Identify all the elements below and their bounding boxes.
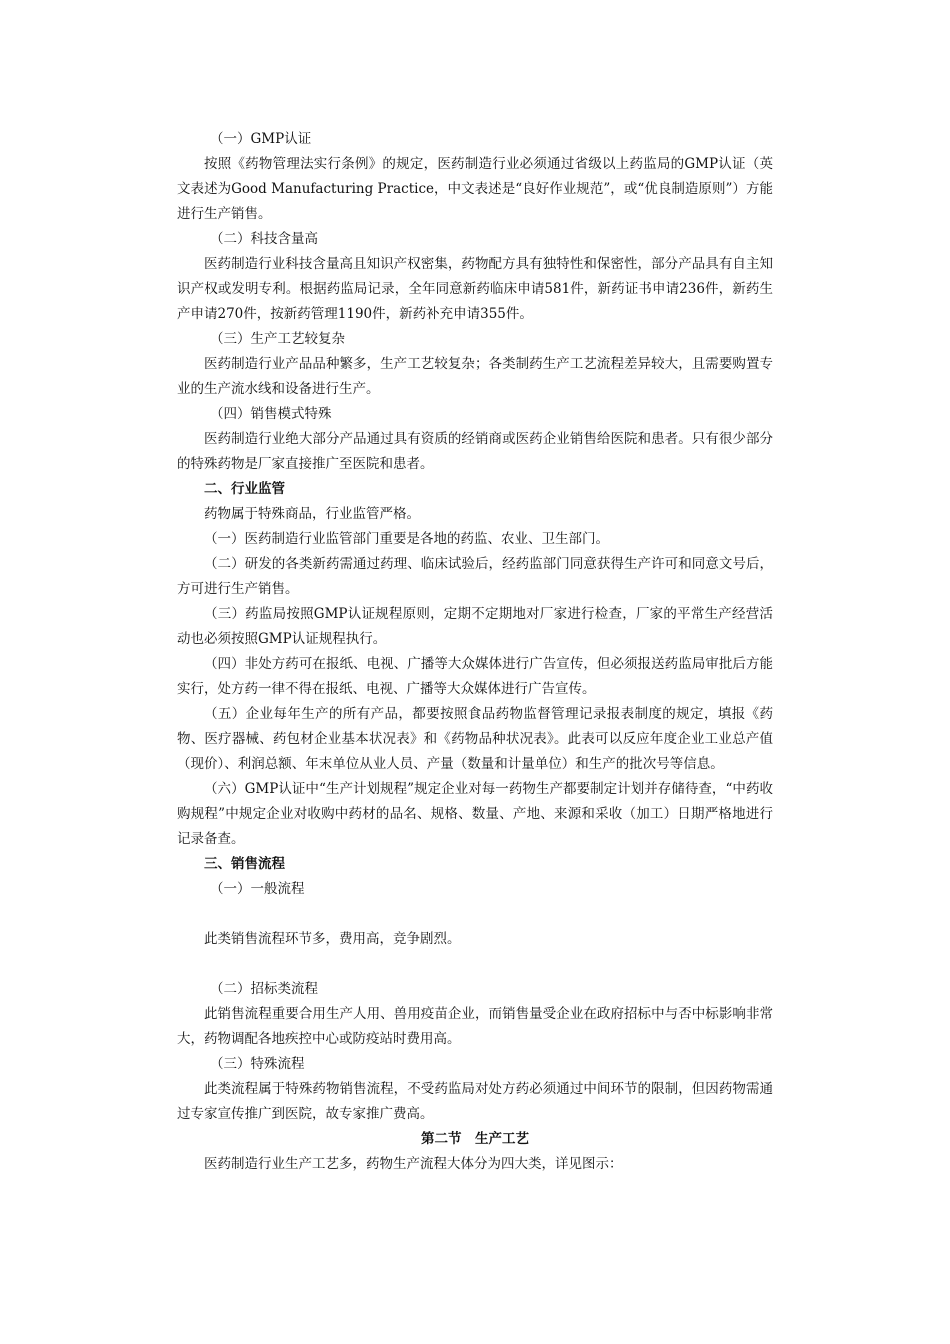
paragraph-gmp: 按照《药物管理法实行条例》的规定，医药制造行业必须通过省级以上药监局的GMP认证（英文表述为Good Manufacturing Practice，中文表述是“良好作业规范”，或“优良制造原则”）方能进行生产销售。	[177, 156, 773, 222]
section-heading-regulation: 二、行业监管	[204, 481, 285, 497]
paragraph-sales-mode: 医药制造行业绝大部分产品通过具有资质的经销商或医药企业销售给医院和患者。只有很少部分的特殊药物是厂家直接推广至医院和患者。	[177, 431, 773, 472]
regulation-item-5: （五）企业每年生产的所有产品，都要按照食品药物监督管理记录报表制度的规定，填报《药物、医疗器械、药包材企业基本状况表》和《药物品种状况表》。此表可以反应年度企业工业总产值（现价）、利润总额、年末单位从业人员、产量（数量和计量单位）和生产的批次号等信息。	[177, 706, 773, 772]
paragraph-tender-flow: 此销售流程重要合用生产人用、兽用疫苗企业，而销售量受企业在政府招标中与否中标影响非常大，药物调配各地疾控中心或防疫站时费用高。	[177, 1006, 773, 1047]
paragraph-process: 医药制造行业产品品种繁多，生产工艺较复杂；各类制药生产工艺流程差异较大，且需要购置专业的生产流水线和设备进行生产。	[177, 356, 773, 397]
regulation-item-4: （四）非处方药可在报纸、电视、广播等大众媒体进行广告宣传，但必须报送药监局审批后方能实行，处方药一律不得在报纸、电视、广播等大众媒体进行广告宣传。	[177, 656, 773, 697]
subsection-title-tender-flow: （二）招标类流程	[210, 981, 318, 997]
document-page	[177, 127, 773, 1177]
figure-placeholder-gap	[177, 952, 773, 977]
paragraph-regulation-intro: 药物属于特殊商品，行业监管严格。	[204, 506, 420, 522]
subsection-title-general-flow: （一）一般流程	[210, 881, 305, 897]
subsection-title-gmp: （一）GMP认证	[210, 131, 312, 147]
regulation-item-3: （三）药监局按照GMP认证规程原则，定期不定期地对厂家进行检查，厂家的平常生产经营活动也必须按照GMP认证规程执行。	[177, 606, 773, 647]
paragraph-production: 医药制造行业生产工艺多，药物生产流程大体分为四大类，详见图示：	[204, 1156, 623, 1172]
paragraph-tech: 医药制造行业科技含量高且知识产权密集，药物配方具有独特性和保密性，部分产品具有自主知识产权或发明专利。根据药监局记录，全年同意新药临床申请581件，新药证书申请236件，新药生产申请270件，按新药管理1190件，新药补充申请355件。	[177, 256, 773, 322]
subsection-title-tech: （二）科技含量高	[210, 231, 318, 247]
subsection-title-special-flow: （三）特殊流程	[210, 1056, 305, 1072]
regulation-item-6: （六）GMP认证中“生产计划规程”规定企业对每一药物生产都要制定计划并存储待查，“中药收购规程”中规定企业对收购中药材的品名、规格、数量、产地、来源和采收（加工）日期严格地进行记录备查。	[177, 781, 773, 847]
figure-placeholder-gap	[177, 902, 773, 927]
paragraph-special-flow: 此类流程属于特殊药物销售流程，不受药监局对处方药必须通过中间环节的限制，但因药物需通过专家宣传推广到医院，故专家推广费高。	[177, 1081, 773, 1122]
regulation-item-1: （一）医药制造行业监管部门重要是各地的药监、农业、卫生部门。	[204, 531, 609, 547]
section-heading-sales-flow: 三、销售流程	[204, 856, 285, 872]
section-title-production: 第二节 生产工艺	[421, 1131, 529, 1147]
subsection-title-process: （三）生产工艺较复杂	[210, 331, 345, 347]
subsection-title-sales-mode: （四）销售模式特殊	[210, 406, 332, 422]
paragraph-general-flow: 此类销售流程环节多，费用高，竞争剧烈。	[204, 931, 461, 947]
regulation-item-2: （二）研发的各类新药需通过药理、临床试验后，经药监部门同意获得生产许可和同意文号后，方可进行生产销售。	[177, 556, 773, 597]
